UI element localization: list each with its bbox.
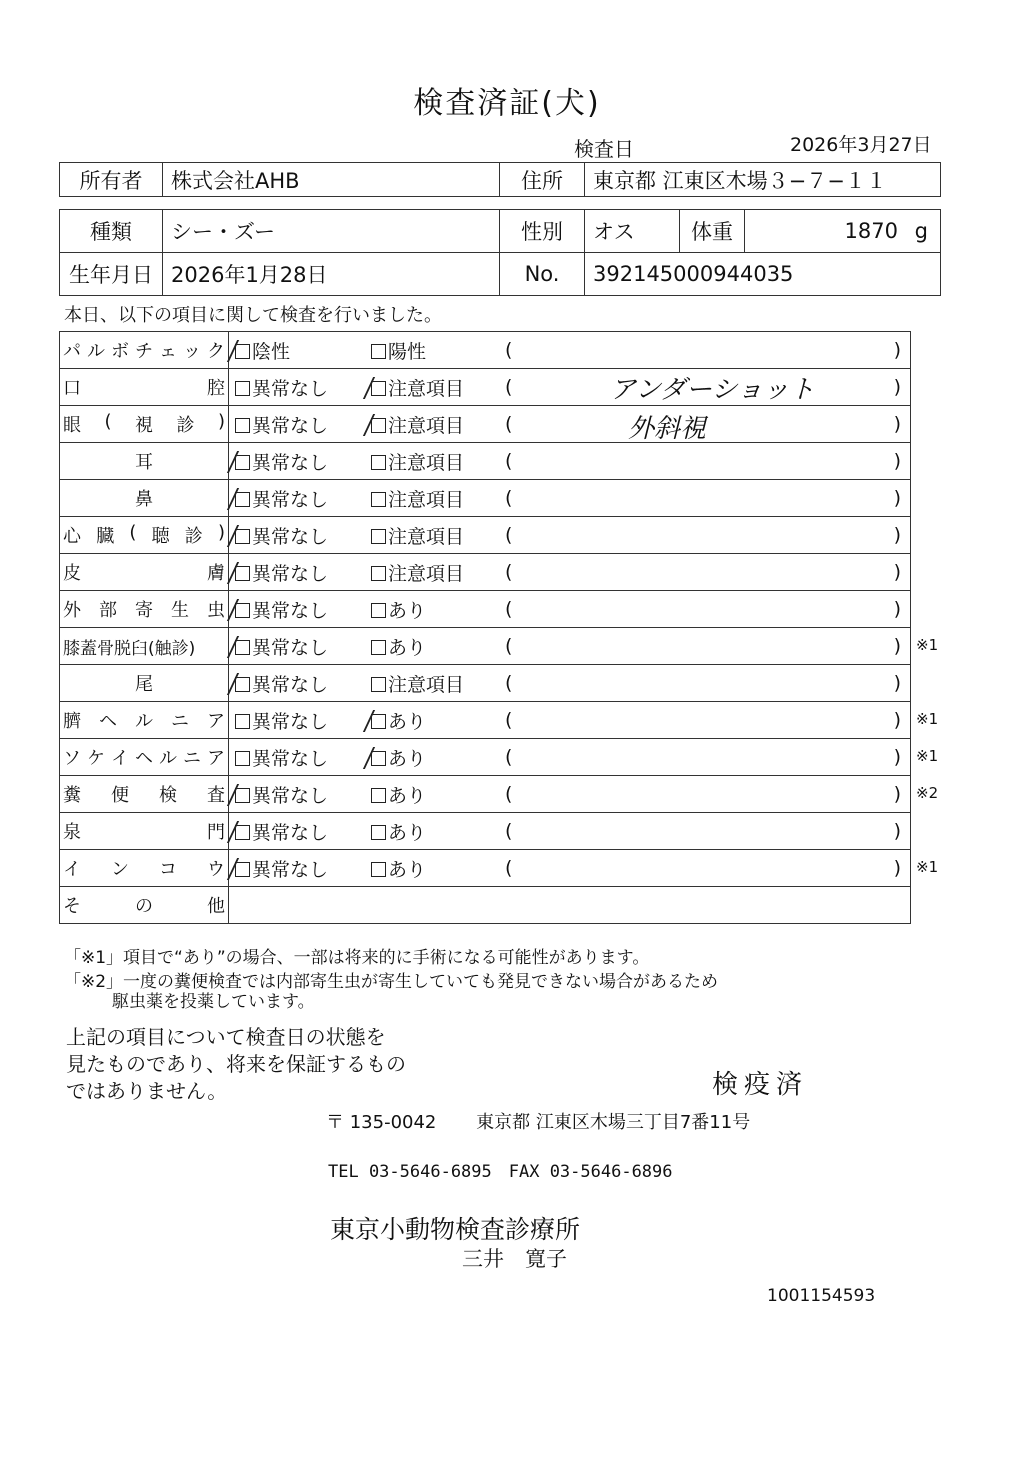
- option-label: 異常なし: [252, 784, 329, 807]
- close-paren: ): [893, 561, 901, 583]
- remarks-field: [505, 561, 901, 583]
- remarks-field: [505, 672, 901, 694]
- option-label: 異常なし: [252, 747, 329, 770]
- checkbox-icon[interactable]: [371, 455, 386, 470]
- checked-box-icon[interactable]: [235, 677, 250, 692]
- label-char: 査: [207, 785, 225, 806]
- street-address: 東京都 江東区木場三丁目7番11号: [476, 1112, 751, 1133]
- inspection-row: [60, 813, 911, 850]
- label-char: ソ: [63, 748, 81, 769]
- label-char: ル: [135, 711, 153, 732]
- breed-value: シー・ズー: [163, 210, 500, 253]
- checked-box-icon[interactable]: [235, 862, 250, 877]
- pet-info-table: [59, 209, 941, 296]
- option-label: あり: [388, 636, 427, 659]
- checked-box-icon[interactable]: [235, 566, 250, 581]
- close-paren: ): [893, 524, 901, 546]
- remarks-field: [505, 598, 901, 620]
- label-char: イ: [111, 748, 129, 769]
- option-flag[interactable]: [371, 522, 505, 549]
- option-label: 異常なし: [252, 414, 329, 437]
- item-label-cell: [60, 813, 229, 850]
- label-char: 臍: [63, 711, 81, 732]
- item-label: [60, 337, 228, 363]
- option-label: あり: [388, 747, 427, 770]
- item-options-cell: [229, 443, 911, 480]
- remarks-field: [505, 820, 901, 842]
- item-options-cell: [229, 628, 911, 665]
- address-label: 住所: [500, 163, 585, 197]
- no-value: 392145000944035: [585, 253, 941, 296]
- close-paren: ): [893, 339, 901, 361]
- option-flag[interactable]: [371, 707, 505, 734]
- option-normal[interactable]: [229, 744, 371, 771]
- option-label: 異常なし: [252, 636, 329, 659]
- item-label: [60, 596, 228, 622]
- weight-value: 1870: [844, 219, 898, 243]
- option-label: あり: [388, 599, 427, 622]
- label-char: ヘ: [99, 711, 117, 732]
- item-label-cell: [60, 554, 229, 591]
- label-char: ル: [159, 748, 177, 769]
- item-options-cell: [229, 776, 911, 813]
- item-label-cell: [60, 850, 229, 887]
- label-char: 鼻: [135, 489, 153, 510]
- owner-value: 株式会社AHB: [163, 163, 500, 197]
- inspection-row: [60, 406, 911, 443]
- item-options-cell: [229, 591, 911, 628]
- checkbox-icon[interactable]: [235, 714, 250, 729]
- option-label: 異常なし: [252, 673, 329, 696]
- footnote-mark: ※1: [916, 636, 939, 654]
- weight-label: 体重: [680, 210, 745, 253]
- checked-box-icon[interactable]: [235, 344, 250, 359]
- label-char: 視: [135, 415, 153, 436]
- remarks-field: [505, 339, 901, 361]
- label-char: 部: [99, 600, 117, 621]
- label-char: 診: [176, 415, 195, 436]
- close-paren: ): [893, 635, 901, 657]
- label-char: 虫: [207, 600, 225, 621]
- open-paren: (: [505, 339, 513, 361]
- option-normal[interactable]: [229, 855, 371, 882]
- label-char: 口: [63, 378, 81, 399]
- item-label-cell: [60, 517, 229, 554]
- item-label-cell: [60, 406, 229, 443]
- item-options-cell: [229, 665, 911, 702]
- checked-box-icon[interactable]: [235, 640, 250, 655]
- open-paren: (: [505, 413, 513, 435]
- contact-numbers: TEL 03-5646-6895 FAX 03-5646-6896: [328, 1162, 673, 1182]
- close-paren: ): [893, 672, 901, 694]
- item-label-cell: [60, 776, 229, 813]
- inspection-row: [60, 665, 911, 702]
- checked-box-icon[interactable]: [235, 492, 250, 507]
- option-flag[interactable]: [371, 781, 505, 808]
- remarks-field: [505, 857, 901, 879]
- option-label: 陽性: [388, 340, 427, 363]
- item-label: [60, 485, 228, 511]
- label-char: ボ: [111, 341, 129, 362]
- checkbox-icon[interactable]: [235, 381, 250, 396]
- option-label: 陰性: [252, 340, 291, 363]
- clinic-address: [326, 1108, 750, 1134]
- checked-box-icon[interactable]: [371, 418, 386, 433]
- item-label-cell: [60, 628, 229, 665]
- option-label: 異常なし: [252, 377, 329, 400]
- footnote-mark: ※1: [916, 858, 939, 876]
- option-flag[interactable]: [371, 485, 505, 512]
- item-label-cell: [60, 443, 229, 480]
- checkbox-icon[interactable]: [371, 566, 386, 581]
- option-normal[interactable]: [229, 337, 371, 364]
- open-paren: (: [505, 376, 513, 398]
- option-flag[interactable]: [371, 337, 505, 364]
- remarks-field: [505, 709, 901, 731]
- weight-cell: [745, 210, 941, 253]
- checked-box-icon[interactable]: [235, 825, 250, 840]
- item-options-cell: [229, 850, 911, 887]
- option-label: 注意項目: [388, 525, 465, 548]
- other-label: [60, 892, 228, 918]
- option-normal[interactable]: [229, 781, 371, 808]
- open-paren: (: [505, 450, 513, 472]
- option-normal[interactable]: [229, 633, 371, 660]
- option-normal[interactable]: [229, 411, 371, 438]
- label-char: ニ: [183, 748, 201, 769]
- label-char: ): [217, 411, 225, 432]
- dob-value: 2026年1月28日: [163, 253, 500, 296]
- footnote-2-line1: 「※2」一度の糞便検査では内部寄生虫が寄生していても発見できない場合があるため: [64, 972, 719, 992]
- doctor-name: 三井 寛子: [462, 1247, 567, 1271]
- item-label: [60, 855, 228, 881]
- label-char: ル: [87, 341, 105, 362]
- option-label: 異常なし: [252, 710, 329, 733]
- remarks-field: [505, 746, 901, 768]
- close-paren: ): [893, 857, 901, 879]
- option-label: 異常なし: [252, 488, 329, 511]
- label-char: 眼: [63, 415, 81, 436]
- inspection-row: [60, 628, 911, 665]
- option-label: 異常なし: [252, 858, 329, 881]
- open-paren: (: [505, 487, 513, 509]
- close-paren: ): [893, 783, 901, 805]
- label-char: ケ: [87, 748, 105, 769]
- option-flag[interactable]: [371, 744, 505, 771]
- disclaimer-line: ではありません。: [66, 1079, 228, 1103]
- checkbox-icon[interactable]: [371, 603, 386, 618]
- checked-box-icon[interactable]: [235, 455, 250, 470]
- label-char: ッ: [183, 341, 201, 362]
- option-flag[interactable]: [371, 633, 505, 660]
- option-flag[interactable]: [371, 670, 505, 697]
- item-label: 膝蓋骨脱臼(触診): [63, 638, 196, 659]
- footnote-mark: ※2: [916, 784, 939, 802]
- label-char: コ: [159, 859, 177, 880]
- checkbox-icon[interactable]: [371, 640, 386, 655]
- checkbox-icon[interactable]: [371, 529, 386, 544]
- open-paren: (: [505, 783, 513, 805]
- option-flag[interactable]: [371, 596, 505, 623]
- other-label-cell: [60, 887, 229, 924]
- label-char: ): [217, 522, 225, 543]
- label-char: (: [129, 522, 137, 543]
- other-label-char: そ: [63, 896, 81, 917]
- handwritten-note-1: アンダーショット: [610, 375, 815, 405]
- label-char: 検: [159, 785, 177, 806]
- item-label: [60, 374, 228, 400]
- label-char: 生: [171, 600, 189, 621]
- owner-label: 所有者: [60, 163, 163, 197]
- checked-box-icon[interactable]: [371, 381, 386, 396]
- close-paren: ): [893, 820, 901, 842]
- label-char: 尾: [135, 674, 153, 695]
- disclaimer-line: 上記の項目について検査日の状態を: [66, 1025, 386, 1049]
- remarks-field: [505, 783, 901, 805]
- option-normal[interactable]: [229, 818, 371, 845]
- quarantine-stamp: 検疫済: [712, 1070, 809, 1100]
- label-char: 耳: [135, 452, 153, 473]
- open-paren: (: [505, 524, 513, 546]
- option-label: 異常なし: [252, 821, 329, 844]
- open-paren: (: [505, 635, 513, 657]
- option-label: あり: [388, 710, 427, 733]
- label-char: ク: [207, 341, 225, 362]
- item-label: [60, 670, 228, 696]
- option-flag[interactable]: [371, 855, 505, 882]
- option-label: 注意項目: [388, 488, 465, 511]
- item-label-cell: [60, 702, 229, 739]
- item-label: [60, 411, 228, 437]
- option-label: 注意項目: [388, 451, 465, 474]
- close-paren: ): [893, 598, 901, 620]
- label-char: 心: [63, 526, 81, 547]
- close-paren: ): [893, 709, 901, 731]
- label-char: 門: [207, 822, 225, 843]
- other-value: [229, 887, 911, 924]
- checked-box-icon[interactable]: [371, 751, 386, 766]
- item-label: [60, 707, 228, 733]
- label-char: 外: [63, 600, 81, 621]
- inspection-date-label: 検査日: [574, 137, 634, 161]
- document-title: 検査済証(犬): [413, 86, 601, 121]
- option-label: 異常なし: [252, 599, 329, 622]
- label-char: 聴: [151, 526, 170, 547]
- other-label-char: 他: [207, 896, 225, 917]
- label-char: ウ: [207, 859, 225, 880]
- remarks-field: [505, 635, 901, 657]
- item-label: [60, 744, 228, 770]
- footnote-1: 「※1」項目で“あり”の場合、一部は将来的に手術になる可能性があります。: [64, 948, 650, 968]
- option-label: あり: [388, 784, 427, 807]
- label-char: ェ: [159, 341, 177, 362]
- footnote-2-line2: 駆虫薬を投薬しています。: [112, 992, 315, 1012]
- option-flag[interactable]: [371, 818, 505, 845]
- disclaimer: [66, 1024, 406, 1105]
- open-paren: (: [505, 672, 513, 694]
- inspection-row: [60, 702, 911, 739]
- open-paren: (: [505, 857, 513, 879]
- document-code: 1001154593: [767, 1286, 876, 1306]
- label-char: 泉: [63, 822, 81, 843]
- item-label: [60, 781, 228, 807]
- open-paren: (: [505, 820, 513, 842]
- item-label-cell: [60, 591, 229, 628]
- other-label-char: の: [135, 896, 153, 917]
- inspection-row: [60, 517, 911, 554]
- inspection-row: [60, 443, 911, 480]
- checked-box-icon[interactable]: [235, 788, 250, 803]
- checked-box-icon[interactable]: [371, 714, 386, 729]
- item-options-cell: [229, 739, 911, 776]
- option-label: 注意項目: [388, 562, 465, 585]
- label-char: チ: [135, 341, 153, 362]
- label-char: 膚: [207, 563, 225, 584]
- sex-label: 性別: [500, 210, 585, 253]
- sex-value: オス: [585, 210, 680, 253]
- label-char: 便: [111, 785, 129, 806]
- option-normal[interactable]: [229, 596, 371, 623]
- label-char: (: [104, 411, 112, 432]
- item-label-cell: [60, 369, 229, 406]
- checked-box-icon[interactable]: [235, 529, 250, 544]
- item-label-cell: [60, 480, 229, 517]
- checkbox-icon[interactable]: [371, 862, 386, 877]
- clinic-name: 東京小動物検査診療所: [330, 1215, 581, 1244]
- item-label: [60, 559, 228, 585]
- open-paren: (: [505, 746, 513, 768]
- item-label-cell: [60, 665, 229, 702]
- dob-label: 生年月日: [60, 253, 163, 296]
- handwritten-note-2: 外斜視: [628, 414, 707, 444]
- checkbox-icon[interactable]: [235, 418, 250, 433]
- label-char: 糞: [63, 785, 81, 806]
- remarks-field: [505, 487, 901, 509]
- postal-code: 〒 135-0042: [326, 1112, 437, 1133]
- item-options-cell: [229, 480, 911, 517]
- label-char: 皮: [63, 563, 81, 584]
- item-options-cell: [229, 332, 911, 369]
- option-label: 異常なし: [252, 451, 329, 474]
- remarks-field: [505, 450, 901, 472]
- close-paren: ): [893, 450, 901, 472]
- item-label-cell: [60, 739, 229, 776]
- option-label: 注意項目: [388, 414, 465, 437]
- label-char: ニ: [171, 711, 189, 732]
- inspection-row: [60, 776, 911, 813]
- option-normal[interactable]: [229, 707, 371, 734]
- checkbox-icon[interactable]: [371, 344, 386, 359]
- close-paren: ): [893, 746, 901, 768]
- option-flag[interactable]: [371, 411, 505, 438]
- inspection-items-table: [59, 331, 911, 924]
- inspection-row: [60, 850, 911, 887]
- label-char: ヘ: [135, 748, 153, 769]
- checkbox-icon[interactable]: [235, 751, 250, 766]
- checkbox-icon[interactable]: [371, 677, 386, 692]
- label-char: 診: [184, 526, 203, 547]
- label-char: ア: [207, 748, 225, 769]
- label-char: パ: [63, 341, 81, 362]
- checkbox-icon[interactable]: [371, 788, 386, 803]
- open-paren: (: [505, 561, 513, 583]
- owner-table: [59, 162, 941, 197]
- label-char: 臓: [96, 526, 115, 547]
- inspection-row: [60, 591, 911, 628]
- option-normal[interactable]: [229, 559, 371, 586]
- label-char: 腔: [207, 378, 225, 399]
- option-normal[interactable]: [229, 670, 371, 697]
- item-label: [60, 818, 228, 844]
- option-label: 異常なし: [252, 562, 329, 585]
- intro-text: 本日、以下の項目に関して検査を行いました。: [64, 305, 442, 326]
- option-flag[interactable]: [371, 448, 505, 475]
- weight-unit: g: [914, 219, 928, 243]
- item-options-cell: [229, 813, 911, 850]
- option-normal[interactable]: [229, 522, 371, 549]
- inspection-date: 2026年3月27日: [790, 134, 932, 156]
- remarks-field: [505, 524, 901, 546]
- disclaimer-line: 見たものであり、将来を保証するもの: [66, 1052, 406, 1076]
- option-label: あり: [388, 858, 427, 881]
- inspection-row: [60, 554, 911, 591]
- item-label: [60, 522, 228, 548]
- option-label: 注意項目: [388, 377, 465, 400]
- inspection-row: [60, 739, 911, 776]
- open-paren: (: [505, 598, 513, 620]
- checkbox-icon[interactable]: [371, 492, 386, 507]
- option-label: 注意項目: [388, 673, 465, 696]
- label-char: イ: [63, 859, 81, 880]
- item-options-cell: [229, 517, 911, 554]
- close-paren: ): [893, 413, 901, 435]
- footnote-mark: ※1: [916, 747, 939, 765]
- breed-label: 種類: [60, 210, 163, 253]
- label-char: ア: [207, 711, 225, 732]
- option-normal[interactable]: [229, 485, 371, 512]
- no-label: No.: [500, 253, 585, 296]
- option-flag[interactable]: [371, 374, 505, 401]
- option-normal[interactable]: [229, 448, 371, 475]
- item-options-cell: [229, 406, 911, 443]
- inspection-row: [60, 332, 911, 369]
- option-flag[interactable]: [371, 559, 505, 586]
- item-options-cell: [229, 554, 911, 591]
- label-char: ン: [111, 859, 129, 880]
- inspection-row: [60, 480, 911, 517]
- option-normal[interactable]: [229, 374, 371, 401]
- label-char: 寄: [135, 600, 153, 621]
- footnote-mark: ※1: [916, 710, 939, 728]
- open-paren: (: [505, 709, 513, 731]
- item-label-cell: [60, 332, 229, 369]
- close-paren: ): [893, 376, 901, 398]
- item-options-cell: [229, 702, 911, 739]
- address-value: 東京都 江東区木場３−７−１１: [585, 163, 941, 197]
- item-label: [60, 448, 228, 474]
- option-label: 異常なし: [252, 525, 329, 548]
- footnote-2: [64, 972, 718, 1012]
- checked-box-icon[interactable]: [235, 603, 250, 618]
- option-label: あり: [388, 821, 427, 844]
- close-paren: ): [893, 487, 901, 509]
- checkbox-icon[interactable]: [371, 825, 386, 840]
